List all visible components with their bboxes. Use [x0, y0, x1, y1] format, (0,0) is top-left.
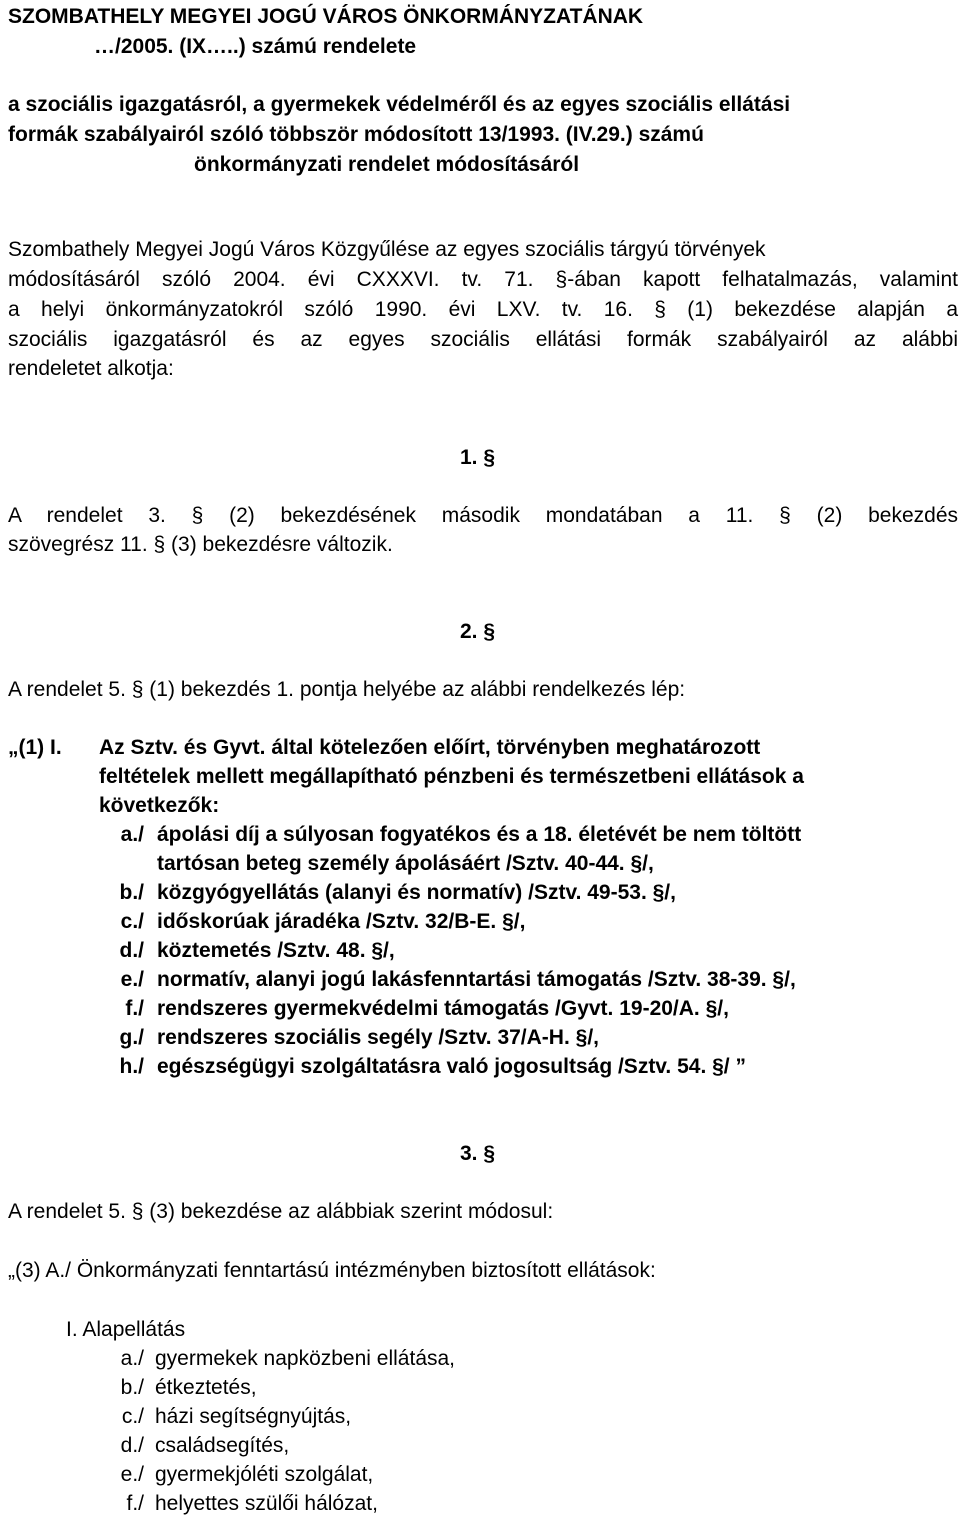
title-line-4: formák szabályairól szóló többször módosított 13/1993. (IV.29.) számú [8, 123, 704, 146]
list-item-text: időskorúak járadéka /Sztv. 32/B-E. §/, [157, 910, 526, 933]
preamble-line: szociális igazgatásról és az egyes szociális ellátási formák szabályairól az alábbi [8, 328, 958, 351]
title-line-3: a szociális igazgatásról, a gyermekek védelméről és az egyes szociális ellátási [8, 93, 791, 116]
list-letter: d./ [119, 939, 144, 962]
section-1-line: szövegrész 11. § (3) bekezdésre változik. [8, 533, 393, 556]
title-line-5: önkormányzati rendelet módosításáról [194, 153, 580, 176]
list-letter: c./ [121, 1405, 144, 1428]
list-item-text: tartósan beteg személy ápolásáért /Sztv. 40-44. §/, [157, 852, 654, 875]
list-letter: f./ [125, 997, 144, 1020]
preamble-line: módosításáról szóló 2004. évi CXXXVI. tv. 71. §-ában kapott felhatalmazás, valamint [8, 268, 958, 291]
section-2-para-line: feltételek mellett megállapítható pénzbeni és természetbeni ellátások a [99, 765, 804, 788]
list-letter: f./ [126, 1492, 144, 1515]
list-item-text: családsegítés, [155, 1434, 290, 1457]
preamble-line: Szombathely Megyei Jogú Város Közgyűlése az egyes szociális tárgyú törvények [8, 238, 766, 261]
preamble-line: a helyi önkormányzatokról szóló 1990. évi LXV. tv. 16. § (1) bekezdése alapján a [8, 298, 958, 321]
section-2-para-line: következők: [99, 794, 220, 817]
section-3-intro: A rendelet 5. § (3) bekezdése az alábbiak szerint módosul: [8, 1200, 554, 1223]
list-item-text: gyermekek napközbeni ellátása, [155, 1347, 456, 1370]
section-1-heading: 1. § [460, 446, 496, 469]
title-line-2: …/2005. (IX…..) számú rendelete [94, 35, 417, 58]
list-letter: a./ [120, 823, 144, 846]
list-item-text: étkeztetés, [155, 1376, 257, 1399]
list-letter: b./ [119, 881, 144, 904]
section-3-para-line: „(3) A./ Önkormányzati fenntartású intézményben biztosított ellátások: [8, 1259, 656, 1282]
list-item-text: egészségügyi szolgáltatásra való jogosultság /Sztv. 54. §/ ” [157, 1055, 746, 1078]
list-letter: c./ [120, 910, 144, 933]
list-item-text: normatív, alanyi jogú lakásfenntartási támogatás /Sztv. 38-39. §/, [157, 968, 796, 991]
section-1-line: A rendelet 3. § (2) bekezdésének második mondatában a 11. § (2) bekezdés [8, 504, 958, 527]
list-letter: g./ [119, 1026, 144, 1049]
section-3-subheading: I. Alapellátás [66, 1318, 186, 1341]
list-item-text: házi segítségnyújtás, [155, 1405, 352, 1428]
list-item-text: rendszeres gyermekvédelmi támogatás /Gyvt. 19-20/A. §/, [157, 997, 729, 1020]
list-item-text: közgyógyellátás (alanyi és normatív) /Sztv. 49-53. §/, [157, 881, 676, 904]
preamble-line: rendeletet alkotja: [8, 357, 174, 380]
list-letter: h./ [119, 1055, 144, 1078]
list-letter: a./ [120, 1347, 144, 1370]
list-item-text: rendszeres szociális segély /Sztv. 37/A-H. §/, [157, 1026, 599, 1049]
section-2-para-label: „(1) I. [8, 736, 62, 759]
title-line-1: SZOMBATHELY MEGYEI JOGÚ VÁROS ÖNKORMÁNYZATÁNAK [8, 5, 644, 28]
list-letter: e./ [120, 1463, 144, 1486]
section-2-heading: 2. § [460, 620, 496, 643]
list-item-text: gyermekjóléti szolgálat, [155, 1463, 374, 1486]
section-2-para-line: Az Sztv. és Gyvt. által kötelezően előírt, törvényben meghatározott [99, 736, 761, 759]
list-item-text: helyettes szülői hálózat, [155, 1492, 378, 1515]
section-2-intro: A rendelet 5. § (1) bekezdés 1. pontja helyébe az alábbi rendelkezés lép: [8, 678, 686, 701]
section-3-heading: 3. § [460, 1142, 496, 1165]
list-letter: d./ [120, 1434, 144, 1457]
list-letter: b./ [120, 1376, 144, 1399]
list-letter: e./ [120, 968, 144, 991]
list-item-text: köztemetés /Sztv. 48. §/, [157, 939, 395, 962]
list-item-text: ápolási díj a súlyosan fogyatékos és a 18. életévét be nem töltött [157, 823, 802, 846]
